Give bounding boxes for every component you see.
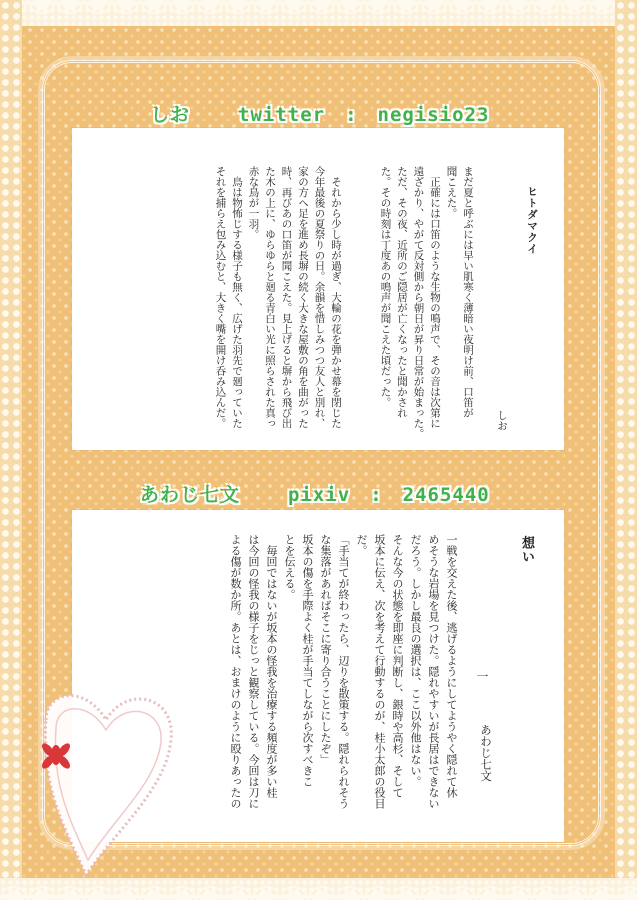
section2-header-handle: 2465440: [402, 484, 490, 506]
section1-header-sep: :: [345, 104, 358, 126]
section2-header: [140, 480, 560, 510]
section1-title: ヒトダマクイ: [526, 186, 538, 255]
section2-header-author: あわじ七文: [140, 484, 241, 506]
section2-header-sep: :: [370, 484, 383, 506]
section2-section-number: 一: [475, 670, 489, 682]
section1-panel: [72, 128, 564, 450]
section1-header: [150, 100, 570, 130]
lace-border-bottom: [0, 878, 637, 900]
lace-border-left: [0, 0, 22, 900]
section1-header-site: twitter: [238, 104, 326, 126]
section1-header-handle: negisio23: [377, 104, 490, 126]
section2-title: 想い: [519, 536, 534, 564]
lace-border-right: [615, 0, 637, 900]
lace-border-top: [0, 0, 637, 26]
decorative-heart-icon: [26, 680, 186, 880]
section2-body: 一戦を交えた後、逃げるようにしてようやく隠れて休 めそうな岩場を見つけた。隠れやすいが長居はできない だろう。しかし最良の選択は、ここ以外他はない。 そんな今の状態を即座に判断し、銀時や高杉、そして 坂本に伝え、次を考えて行動するのが、桂小太郎の役目 だ。 「手当てが終わったら、辺りを散策する。隠れられそう な集落があればそこに寄り合うことにしたぞ」 坂本の傷を手際よく桂が手当てしながら次すべきこ とを伝える。 毎回ではないが坂本の怪我を治療する頻度が多い桂 は今回の怪我の様子をじっと観察している。今回は刀に よる傷が数か所。あとは、おまけのように殴りあったの: [229, 534, 458, 809]
section1-author: しお: [496, 410, 508, 431]
section1-header-author: しお: [150, 104, 191, 126]
section2-author: あわじ七文: [479, 724, 493, 782]
section2-header-site: pixiv: [288, 484, 351, 506]
section1-body: まだ夏と呼ぶには早い肌寒く薄暗い夜明け前、口笛が 聞こえた。 正確には口笛のような生物の鳴声で、その音は次第に 遠ざかり、やがて反対側から朝日が昇り日常が始まった。 ただ、その夜、近所のご隠居が亡くなったと聞かされ た。その時刻は丁度あの鳴声が聞こえた頃だった。 それから少し時が過ぎ、大輪の花を弾かせ幕を閉じた 今年最後の夏祭りの日。余韻を惜しみつつ友人と別れ、 家の方へ足を進め長塀の続く大きな屋敷の角を曲がった 時、再びあの口笛が聞こえた。見上げると塀から飛び出 た木の上に、ゆらゆらと廻る青白い光に照らされた真っ 赤な鳥が一羽。 鳥は物怖じする様子も無く、広げた羽先で廻っていた それを捕らえ包み込むと、大きく嘴を開け呑み込んだ。: [214, 166, 474, 439]
